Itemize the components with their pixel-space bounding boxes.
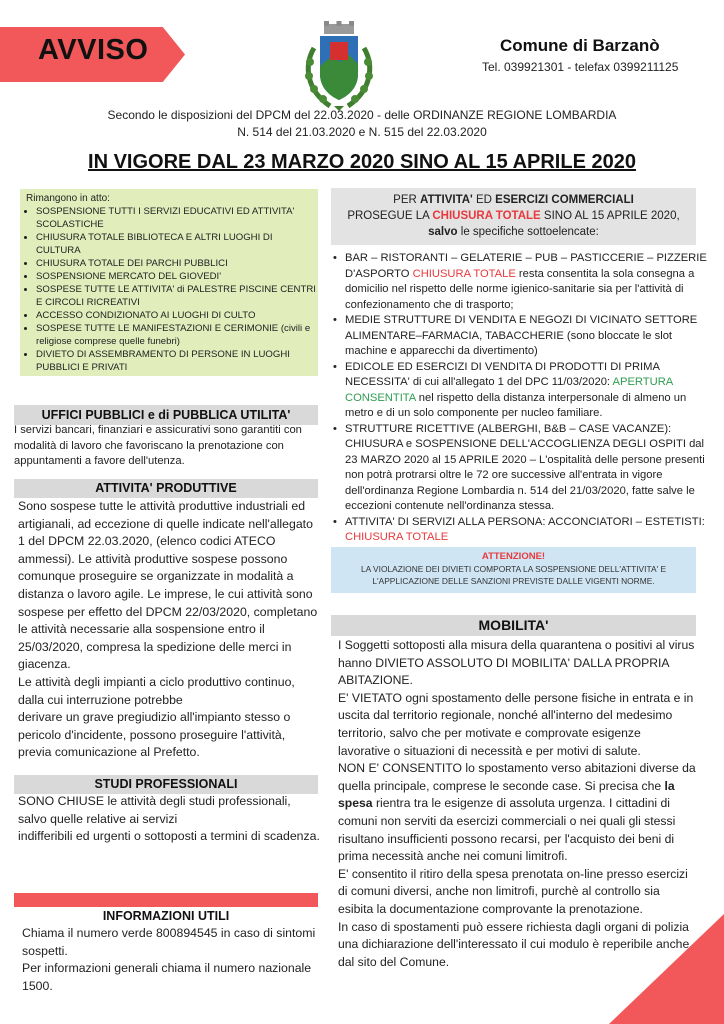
remaining-list [20,205,318,374]
text-span: resta consentita la sola consegna a domicilio nel rispetto delle norme igienico-sanitarie sia per l'attività di confezionamento che di trasporto; [345,267,695,311]
main-title: IN VIGORE DAL 23 MARZO 2020 SINO AL 15 APRILE 2020 [88,151,636,173]
list-item: • CHIUSURA TOTALE DEI PARCHI PUBBLICI [36,257,318,270]
uffici-text: I servizi bancari, finanziari e assicurativi sono garantiti con modalità di lavoro che favoriscano la prenotazione con appuntamenti a favore dell'utenza. [14,424,302,467]
commerciali-heading [331,188,696,245]
list-item: • SOSPENSIONE TUTTI I SERVIZI EDUCATIVI ED ATTIVITA' SCOLASTICHE [36,205,318,231]
text-span: rientra tra le esigenze di assoluta urgenza. I cittadini di comuni non serviti da esercizi commerciali o nei quali gli stessi risultano insufficienti possono recarsi, per l'acquisto dei beni di prima necessità anche nei comuni limitrofi. [338,796,676,864]
text-span: PER [393,194,421,206]
produttive-paragraph: Le attività degli impianti a ciclo produttivo continuo, dalla cui interruzione potrebbe [18,674,295,707]
corner-decoration [609,914,724,1024]
list-item: • CHIUSURA TOTALE BIBLIOTECA E ALTRI LUOGHI DI CULTURA [36,231,318,257]
produttive-body [18,498,320,762]
text-span: ED [472,194,496,206]
commerciali-title [331,192,696,208]
dpcm-line-1: Secondo le disposizioni del DPCM del 22.03.2020 - delle ORDINANZE REGIONE LOMBARDIA [107,108,617,122]
dpcm-reference [0,107,724,141]
uffici-heading: UFFICI PUBBLICI e di PUBBLICA UTILITA' [14,405,318,425]
info-heading: INFORMAZIONI UTILI [102,909,230,923]
produttive-paragraph: Sono sospese tutte le attività produttive industriali ed artigianali, ad eccezione di quelle indicate nell'allegato 1 del DPCM 22.03.2020, (elenco codici ATECO ammessi). Le attività produttive sospese possono comunque proseguire se organizzate in modalità a distanza o lavoro agile. Le imprese, le cui attività sono sospese per effetto del DPCM 22/03/2020, completano le attività necessarie alla sospensione entro il 25/03/2020, compresa la spedizione delle merci in giacenza. [18,499,318,672]
list-item: • SOSPESE TUTTE LE ATTIVITA' di PALESTRE PISCINE CENTRI E CIRCOLI RICREATIVI [36,283,318,309]
info-paragraph: Per informazioni generali chiama il numero nazionale 1500. [22,961,312,993]
studi-line: salvo quelle relative ai servizi [18,811,178,826]
mobilita-heading: MOBILITA' [331,615,696,636]
remaining-intro: Rimangono in atto: [26,193,110,204]
attenzione-box [331,547,696,593]
mobilita-paragraph: E' consentito il ritiro della spesa prenotata on-line presso esercizi di comuni diversi, anche non limitrofi, purchè al controllo sia esibita la documentazione comprovante la prenotazione. [338,866,688,916]
text-span: PROSEGUE LA [347,210,433,222]
info-paragraph: Chiama il numero verde 800894545 in caso di sintomi sospetti. [22,926,316,958]
mobilita-paragraph [338,760,696,866]
produttive-heading: ATTIVITA' PRODUTTIVE [14,479,318,498]
text-span: CHIUSURA TOTALE [412,267,516,280]
list-item: • DIVIETO DI ASSEMBRAMENTO DI PERSONE IN LUOGHI PUBBLICI E PRIVATI [36,348,318,374]
mobilita-paragraph: In caso di spostamenti può essere richiesta dagli organi di polizia una dichiarazione dell'interessato il cui modulo è reperibile anche dal sito del Comune. [338,919,690,969]
list-item: • ACCESSO CONDIZIONATO AI LUOGHI DI CULTO [36,309,318,322]
comune-name: Comune di Barzanò [500,36,660,55]
text-span: CHIUSURA TOTALE [432,210,541,222]
commerciali-subtitle [331,208,696,224]
commerciali-note [331,224,696,240]
studi-line: indifferibili ed urgenti o sottoposti a termini di scadenza. [18,829,320,844]
info-divider [14,893,318,907]
list-item [345,360,710,422]
studi-heading: STUDI PROFESSIONALI [14,775,318,794]
attenzione-line: L'APPLICAZIONE DELLE SANZIONI PREVISTE DALLE VIGENTI NORME. [372,576,655,586]
text-span: salvo [428,226,458,238]
text-span: ATTIVITA' DI SERVIZI ALLA PERSONA: ACCONCIATORI – ESTETISTI: [345,515,705,528]
list-item: • SOSPESE TUTTE LE MANIFESTAZIONI E CERIMONIE (civili e religiose comprese quelle funebri) [36,322,318,348]
list-item [345,515,710,546]
list-item: • SOSPENSIONE MERCATO DEL GIOVEDI' [36,270,318,283]
text-span: ATTIVITA' [420,194,473,206]
mobilita-paragraph: I Soggetti sottoposti alla misura della quarantena o positivi al virus hanno DIVIETO ASSOLUTO DI MOBILITA' DALLA PROPRIA ABITAZIONE. [338,638,695,688]
text-span: la spesa [338,778,675,811]
list-item: • STRUTTURE RICETTIVE (ALBERGHI, B&B – CASE VACANZE): CHIUSURA e SOSPENSIONE DELL'ACCOGLIENZA DEGLI OSPITI dal 23 MARZO 2020 al 15 APRILE 2020 – L'ospitalità delle persone presenti non potrà protrarsi oltre le 72 ore successive all'entrata in vigore dell'ordinanza Regione Lombardia n. 514 del 21/03/2020, fatte salve le eccezioni contenute nell'ordinanza stessa. [345,422,710,515]
dpcm-line-2: N. 514 del 21.03.2020 e N. 515 del 22.03.2020 [237,125,487,139]
studi-body [18,793,320,846]
text-span: nel rispetto della distanza interpersonale di almeno un metro e di un solo componente per nucleo familiare. [345,391,687,419]
comune-contacts: Tel. 039921301 - telefax 0399211125 [482,60,679,74]
remaining-measures-box [20,189,318,376]
municipal-crest-icon [300,20,378,114]
mobilita-paragraph: E' VIETATO ogni spostamento delle persone fisiche in entrata e in uscita dal territorio regionale, nonché all'interno del medesimo territorio, salvo che per motivate e comprovate esigenze lavorative o situazioni di necessità e per motivi di salute. [338,690,694,758]
text-span: SINO AL 15 APRILE 2020, [540,210,680,222]
text-span: ESERCIZI COMMERCIALI [495,194,634,206]
list-item [345,251,710,313]
commerciali-list [331,251,710,546]
text-span: NON E' CONSENTITO lo spostamento verso abitazioni diverse da quella principale, comprese le seconde case. Si precisa che [338,761,696,793]
produttive-paragraph: derivare un grave pregiudizio all'impianto stesso o pericolo d'incidente, possono proseguire l'attività, previa comunicazione al Prefetto. [18,710,291,760]
list-item: • MEDIE STRUTTURE DI VENDITA E NEGOZI DI VICINATO SETTORE ALIMENTARE–FARMACIA, TABACCHERIE (sono bloccate le slot machine e apparecchi da divertimento) [345,313,710,360]
info-body [22,925,318,995]
text-span: APERTURA CONSENTITA [345,376,673,404]
avviso-title: AVVISO [38,34,149,66]
text-span: EDICOLE ED ESERCIZI DI VENDITA DI PRODOTTI DI PRIMA NECESSITA' di cui all'allegato 1 del DPC 11/03/2020: [345,360,660,388]
text-span: CHIUSURA TOTALE [345,531,449,543]
text-span: BAR – RISTORANTI – GELATERIE – PUB – PASTICCERIE – PIZZERIE D'ASPORTO [345,252,707,280]
attenzione-title: ATTENZIONE! [481,551,546,562]
text-span: le specifiche sottoelencate: [457,226,599,238]
studi-line: SONO CHIUSE le attività degli studi professionali, [18,794,291,808]
attenzione-line: LA VIOLAZIONE DEI DIVIETI COMPORTA LA SOSPENSIONE DELL'ATTIVITA' E [360,564,667,574]
